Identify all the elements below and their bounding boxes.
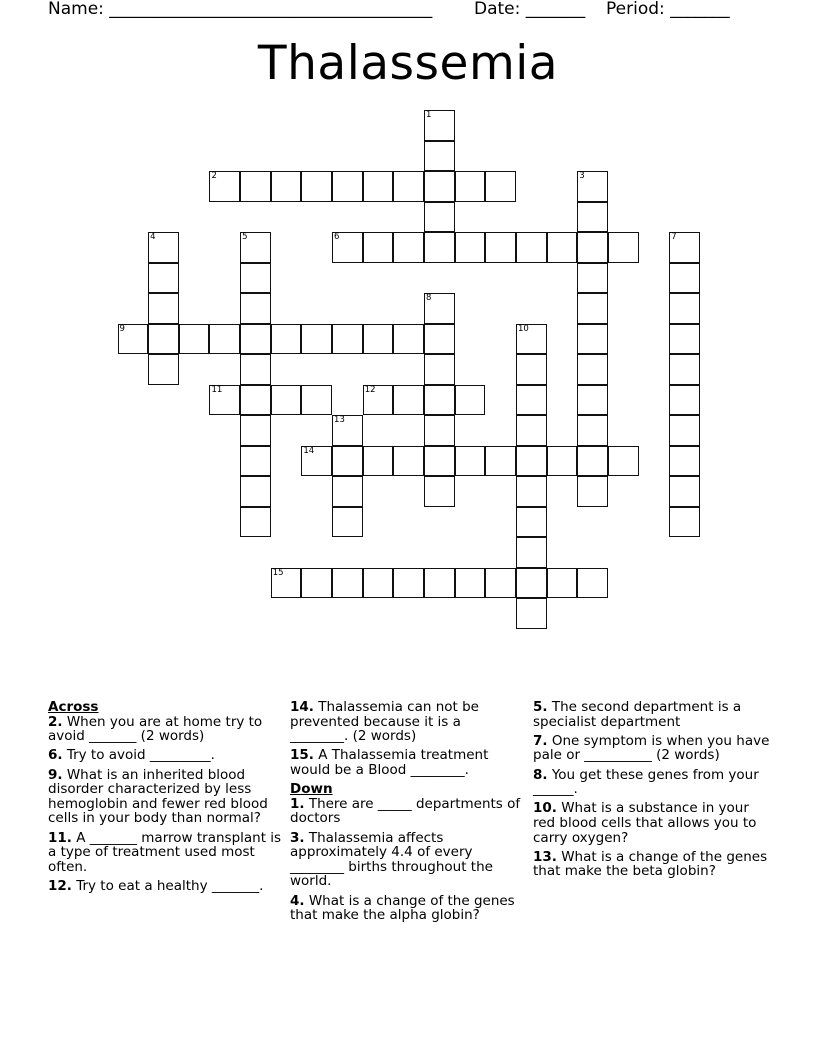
clue-number: 1 — [426, 110, 432, 120]
grid-cell[interactable] — [424, 476, 455, 507]
clue-down-7: 7. One symptom is when you have pale or __________ (2 words) — [533, 732, 774, 764]
grid-cell[interactable] — [547, 232, 578, 263]
grid-cell[interactable] — [577, 202, 608, 233]
grid-cell[interactable] — [516, 354, 547, 385]
grid-cell[interactable] — [455, 232, 486, 263]
grid-cell[interactable] — [516, 385, 547, 416]
grid-cell[interactable] — [148, 232, 179, 263]
clue-number: 15 — [272, 567, 284, 578]
grid-cell[interactable] — [301, 324, 332, 355]
grid-cell[interactable] — [669, 476, 700, 507]
clue-down-4: 4. What is a change of the genes that make the alpha globin? — [290, 892, 520, 924]
grid-cell[interactable] — [577, 171, 608, 202]
grid-cell[interactable] — [669, 354, 700, 385]
grid-cell[interactable] — [424, 202, 455, 233]
grid-cell[interactable] — [332, 476, 363, 507]
grid-cell[interactable] — [516, 598, 547, 629]
grid-cell[interactable] — [669, 293, 700, 324]
header-period: Period: _______ — [606, 0, 730, 19]
grid-cell[interactable] — [209, 171, 240, 202]
grid-cell[interactable] — [240, 293, 271, 324]
grid-cell[interactable] — [485, 171, 516, 202]
grid-cell[interactable] — [424, 293, 455, 324]
grid-cell[interactable] — [148, 354, 179, 385]
grid-cell[interactable] — [393, 568, 424, 599]
clue-across-9: 9. What is an inherited blood disorder characterized by less hemoglobin and fewer red blood cells in your body than normal? — [48, 766, 273, 827]
grid-cell[interactable] — [577, 568, 608, 599]
grid-cell[interactable] — [240, 446, 271, 477]
grid-cell[interactable] — [301, 385, 332, 416]
grid-cell[interactable] — [455, 385, 486, 416]
grid-cell[interactable] — [424, 415, 455, 446]
clue-number: 10 — [517, 323, 529, 334]
grid-cell[interactable] — [669, 507, 700, 538]
grid-cell[interactable] — [301, 171, 332, 202]
grid-cell[interactable] — [424, 232, 455, 263]
grid-cell[interactable] — [363, 324, 394, 355]
grid-cell[interactable] — [393, 324, 424, 355]
grid-cell[interactable] — [393, 385, 424, 416]
clue-number: 9 — [119, 323, 125, 334]
grid-cell[interactable] — [455, 171, 486, 202]
grid-cell[interactable] — [516, 507, 547, 538]
grid-cell[interactable] — [577, 293, 608, 324]
clue-number: 11 — [211, 384, 223, 395]
grid-cell[interactable] — [332, 507, 363, 538]
grid-cell[interactable] — [363, 232, 394, 263]
grid-cell[interactable] — [240, 415, 271, 446]
grid-cell[interactable] — [577, 263, 608, 294]
grid-cell[interactable] — [455, 568, 486, 599]
grid-cell[interactable] — [332, 232, 363, 263]
grid-cell[interactable] — [608, 232, 639, 263]
grid-cell[interactable] — [393, 446, 424, 477]
grid-cell[interactable] — [332, 446, 363, 477]
grid-cell[interactable] — [240, 324, 271, 355]
grid-cell[interactable] — [118, 324, 149, 355]
clues-column-1 — [48, 699, 286, 898]
clue-down-3: 3. Thalassemia affects approximately 4.4 of every ________ births throughout the world. — [290, 829, 498, 890]
grid-cell[interactable] — [577, 232, 608, 263]
clue-down-1: 1. There are _____ departments of doctors — [290, 795, 525, 827]
grid-cell[interactable] — [577, 415, 608, 446]
clue-number: 14 — [303, 445, 315, 456]
clue-across-12: 12. Try to eat a healthy _______. — [48, 877, 264, 894]
grid-cell[interactable] — [424, 354, 455, 385]
header-name: Name: ______________________________________ — [48, 0, 433, 19]
grid-cell[interactable] — [301, 446, 332, 477]
grid-cell[interactable] — [424, 110, 455, 141]
grid-cell[interactable] — [424, 385, 455, 416]
clue-number: 13 — [334, 415, 345, 425]
grid-cell[interactable] — [669, 446, 700, 477]
grid-cell[interactable] — [240, 354, 271, 385]
grid-cell[interactable] — [516, 568, 547, 599]
grid-cell[interactable] — [393, 171, 424, 202]
clue-number: 2 — [211, 171, 217, 181]
header-date: Date: _______ — [474, 0, 586, 19]
grid-cell[interactable] — [547, 446, 578, 477]
grid-cell[interactable] — [577, 446, 608, 477]
grid-cell[interactable] — [669, 232, 700, 263]
grid-cell[interactable] — [148, 263, 179, 294]
clue-across-6: 6. Try to avoid _________. — [48, 747, 215, 764]
grid-cell[interactable] — [209, 385, 240, 416]
clue-number: 3 — [579, 171, 585, 181]
grid-cell[interactable] — [516, 324, 547, 355]
clue-down-13: 13. What is a change of the genes that make the beta globin? — [533, 848, 772, 880]
grid-cell[interactable] — [577, 385, 608, 416]
across-heading: Across — [48, 699, 99, 715]
clue-number: 8 — [426, 293, 432, 303]
grid-cell[interactable] — [271, 324, 302, 355]
grid-cell[interactable] — [363, 446, 394, 477]
grid-cell[interactable] — [240, 232, 271, 263]
page-title: Thalassemia — [257, 36, 559, 91]
grid-cell[interactable] — [271, 385, 302, 416]
clue-across-2: 2. When you are at home try to avoid _______ (2 words) — [48, 713, 267, 745]
down-heading: Down — [290, 781, 333, 798]
grid-cell[interactable] — [424, 141, 455, 172]
clue-down-8: 8. You get these genes from your ______. — [533, 766, 764, 798]
grid-cell[interactable] — [516, 232, 547, 263]
grid-cell[interactable] — [148, 324, 179, 355]
grid-cell[interactable] — [669, 415, 700, 446]
grid-cell[interactable] — [669, 385, 700, 416]
grid-cell[interactable] — [577, 476, 608, 507]
clue-number: 4 — [150, 232, 156, 242]
grid-cell[interactable] — [669, 263, 700, 294]
clue-across-11: 11. A _______ marrow transplant is a type of treatment used most often. — [48, 829, 286, 875]
clues-column-2 — [290, 699, 525, 927]
grid-cell[interactable] — [424, 171, 455, 202]
grid-cell[interactable] — [179, 324, 210, 355]
grid-cell[interactable] — [240, 263, 271, 294]
grid-cell[interactable] — [240, 385, 271, 416]
grid-cell[interactable] — [209, 324, 240, 355]
grid-cell[interactable] — [271, 171, 302, 202]
clue-across-15: 15. A Thalassemia treatment would be a Blood ________. — [290, 747, 493, 778]
grid-cell[interactable] — [608, 446, 639, 477]
grid-cell[interactable] — [332, 415, 363, 446]
clue-number: 6 — [334, 232, 340, 242]
grid-cell[interactable] — [148, 293, 179, 324]
clue-down-5: 5. The second department is a specialist department — [533, 699, 746, 730]
grid-cell[interactable] — [240, 171, 271, 202]
grid-cell[interactable] — [240, 476, 271, 507]
grid-cell[interactable] — [332, 568, 363, 599]
grid-cell[interactable] — [516, 415, 547, 446]
grid-cell[interactable] — [485, 232, 516, 263]
grid-cell[interactable] — [332, 171, 363, 202]
grid-cell[interactable] — [424, 568, 455, 599]
grid-cell[interactable] — [424, 324, 455, 355]
grid-cell[interactable] — [332, 324, 363, 355]
grid-cell[interactable] — [455, 446, 486, 477]
grid-cell[interactable] — [577, 324, 608, 355]
grid-cell[interactable] — [393, 232, 424, 263]
grid-cell[interactable] — [240, 507, 271, 538]
clue-down-10: 10. What is a substance in your red blood cells that allows you to carry oxygen? — [533, 800, 761, 846]
clue-number: 5 — [242, 232, 248, 242]
grid-cell[interactable] — [363, 568, 394, 599]
grid-cell[interactable] — [424, 446, 455, 477]
clue-number: 7 — [671, 232, 677, 242]
grid-cell[interactable] — [516, 537, 547, 568]
grid-cell[interactable] — [271, 568, 302, 599]
grid-cell[interactable] — [485, 568, 516, 599]
grid-cell[interactable] — [516, 476, 547, 507]
grid-cell[interactable] — [485, 446, 516, 477]
grid-cell[interactable] — [577, 354, 608, 385]
clue-across-14: 14. Thalassemia can not be prevented because it is a ________. (2 words) — [290, 699, 484, 745]
grid-cell[interactable] — [516, 446, 547, 477]
grid-cell[interactable] — [669, 324, 700, 355]
grid-cell[interactable] — [547, 568, 578, 599]
grid-cell[interactable] — [363, 385, 394, 416]
grid-cell[interactable] — [363, 171, 394, 202]
grid-cell[interactable] — [301, 568, 332, 599]
clue-number: 12 — [364, 384, 376, 395]
clues-column-3 — [533, 700, 773, 884]
